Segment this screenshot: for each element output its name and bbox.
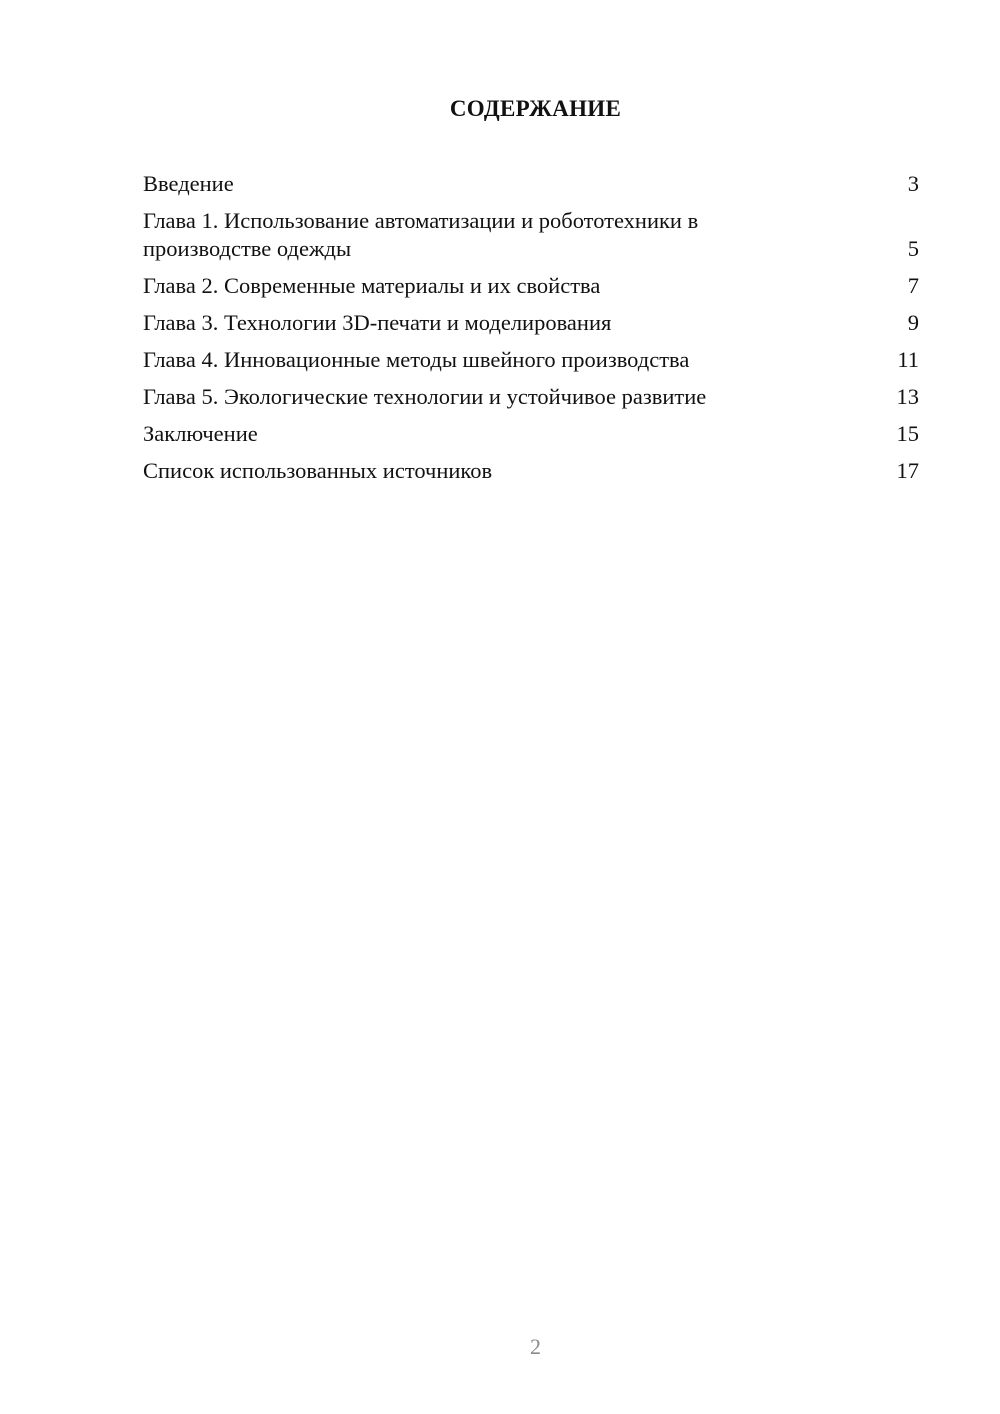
toc-entry-label: Глава 1. Использование автоматизации и робототехники в производстве одежды [143, 208, 699, 261]
toc-entry-conclusion [143, 420, 919, 448]
toc-entry-chapter-3 [143, 309, 919, 337]
toc-entry-page: 5 [907, 236, 919, 261]
toc-entry-label: Глава 3. Технологии 3D-печати и моделирования [143, 310, 612, 335]
toc-entry-page: 9 [907, 310, 919, 335]
toc-entry-label: Глава 2. Современные материалы и их свойства [143, 273, 601, 298]
toc-entry-page: 3 [907, 171, 919, 196]
toc-entry-page: 15 [896, 421, 919, 446]
toc-entry-label: Список использованных источников [143, 458, 493, 483]
table-of-contents [143, 170, 919, 494]
toc-entry-label: Заключение [143, 421, 258, 446]
toc-entry-chapter-5 [143, 383, 919, 411]
toc-entry-label: Глава 4. Инновационные методы швейного производства [143, 347, 690, 372]
toc-entry-label: Введение [143, 171, 234, 196]
toc-entry-page: 13 [896, 384, 919, 409]
toc-entry-chapter-2 [143, 272, 919, 300]
page-title: СОДЕРЖАНИЕ [449, 96, 622, 121]
toc-entry-page: 7 [907, 273, 919, 298]
toc-entry-chapter-1 [143, 207, 919, 263]
toc-entry-chapter-4 [143, 346, 919, 374]
toc-entry-page: 17 [896, 458, 919, 483]
page-number: 2 [530, 1334, 541, 1359]
toc-entry-introduction [143, 170, 919, 198]
toc-entry-page: 11 [897, 347, 919, 372]
toc-entry-label: Глава 5. Экологические технологии и устойчивое развитие [143, 384, 707, 409]
toc-entry-references [143, 457, 919, 485]
